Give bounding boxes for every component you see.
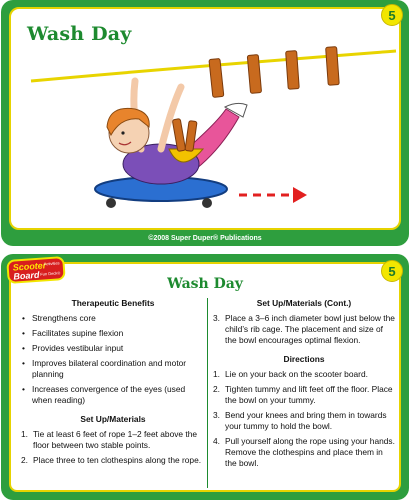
setup-cont-heading: Set Up/Materials (Cont.) bbox=[256, 298, 352, 308]
therapeutic-heading: Therapeutic Benefits bbox=[71, 298, 155, 308]
card-number-badge: 5 bbox=[381, 4, 403, 26]
directions-list bbox=[213, 369, 395, 469]
clothespin-icons bbox=[209, 47, 339, 98]
scooter-board-logo: Scooter Board Activities Fun Deck® bbox=[6, 256, 66, 284]
list-item: 2. Place three to ten clothespins along the rope. bbox=[21, 455, 202, 465]
list-item: 3. Place a 3–6 inch diameter bowl just below the child’s rib cage. The placement and size of the bowl encourages optimal flexion. bbox=[213, 313, 395, 345]
card-number-badge: 5 bbox=[381, 260, 403, 282]
setup-list bbox=[21, 429, 205, 466]
list-item: • Increases convergence of the eyes (used when reading) bbox=[21, 384, 205, 406]
direction-arrow-icon bbox=[239, 187, 307, 203]
list-item: • Strengthens core bbox=[21, 313, 205, 324]
right-column bbox=[213, 298, 395, 473]
list-item: 4. Pull yourself along the rope using your hands. Remove the clothespins and place them in the bowl. bbox=[213, 436, 395, 468]
left-column bbox=[21, 298, 205, 470]
copyright-text: ©2008 Super Duper® Publications bbox=[148, 235, 262, 242]
list-item: 1. Tie at least 6 feet of rope 1–2 feet above the floor between two stable points. bbox=[21, 429, 198, 450]
setup-cont-list bbox=[213, 313, 395, 346]
card-front-panel bbox=[9, 7, 401, 230]
list-item: • Provides vestibular input bbox=[21, 343, 205, 354]
activity-card-back bbox=[1, 254, 409, 500]
therapeutic-list bbox=[21, 313, 205, 406]
column-divider bbox=[207, 298, 208, 488]
card-title: Wash Day bbox=[27, 23, 132, 45]
activity-card-front bbox=[1, 0, 409, 246]
list-item: 2. Tighten tummy and lift feet off the floor. Place the bowl on your tummy. bbox=[213, 384, 393, 405]
list-item: 1. Lie on your back on the scooter board. bbox=[213, 369, 368, 379]
list-item: 3. Bend your knees and bring them in towards your tummy to hold the bowl. bbox=[213, 410, 387, 431]
directions-heading: Directions bbox=[283, 354, 325, 364]
list-item: • Improves bilateral coordination and motor planning bbox=[21, 358, 205, 380]
setup-heading: Set Up/Materials bbox=[80, 414, 146, 424]
list-item: • Facilitates supine flexion bbox=[21, 328, 205, 339]
card-title: Wash Day bbox=[167, 276, 243, 292]
card-back-panel bbox=[9, 262, 401, 492]
